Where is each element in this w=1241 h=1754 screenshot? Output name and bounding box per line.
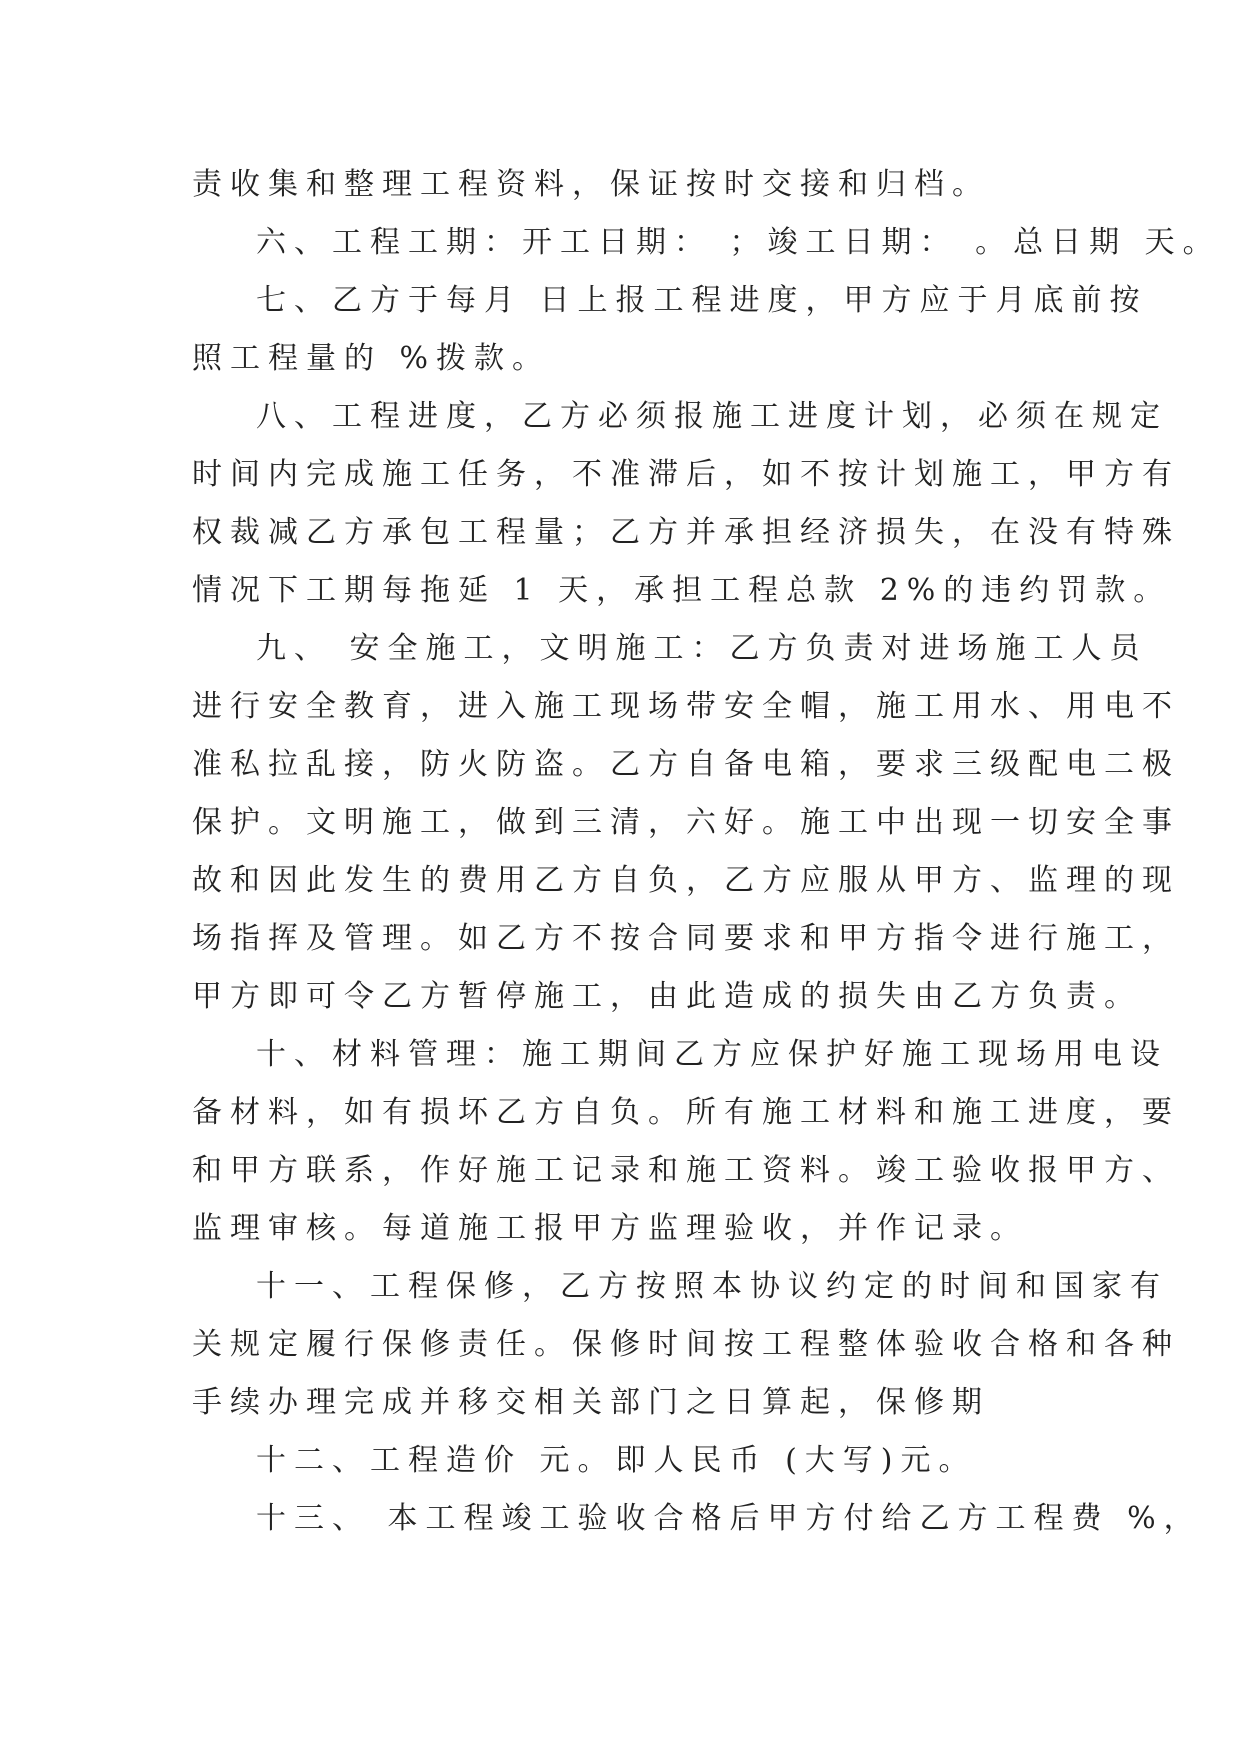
clause-9-line: 九、 安全施工，文明施工：乙方负责对进场施工人员 — [256, 631, 1148, 666]
text-line: 备材料，如有损坏乙方自负。所有施工材料和施工进度，要 — [192, 1095, 1180, 1130]
text-line: 和甲方联系，作好施工记录和施工资料。竣工验收报甲方、 — [192, 1153, 1180, 1188]
text-line: 故和因此发生的费用乙方自负，乙方应服从甲方、监理的现 — [192, 863, 1180, 898]
text-line: 责收集和整理工程资料，保证按时交接和归档。 — [192, 167, 990, 202]
clause-12-line: 十二、工程造价 元。即人民币 (大写)元。 — [256, 1443, 977, 1478]
clause-10-line: 十、材料管理：施工期间乙方应保护好施工现场用电设 — [256, 1037, 1168, 1072]
clause-13-line: 十三、 本工程竣工验收合格后甲方付给乙方工程费 %， — [256, 1501, 1202, 1536]
text-line: 进行安全教育，进入施工现场带安全帽，施工用水、用电不 — [192, 689, 1180, 724]
text-line: 时间内完成施工任务，不准滞后，如不按计划施工，甲方有 — [192, 457, 1180, 492]
text-line: 场指挥及管理。如乙方不按合同要求和甲方指令进行施工， — [192, 921, 1180, 956]
text-line: 保护。文明施工，做到三清，六好。施工中出现一切安全事 — [192, 805, 1180, 840]
text-line: 手续办理完成并移交相关部门之日算起，保修期 — [192, 1385, 990, 1420]
text-line: 情况下工期每拖延 1 天，承担工程总款 2%的违约罚款。 — [192, 573, 1172, 608]
text-line: 权裁减乙方承包工程量；乙方并承担经济损失，在没有特殊 — [192, 515, 1180, 550]
clause-8-line: 八、工程进度，乙方必须报施工进度计划，必须在规定 — [256, 399, 1168, 434]
text-line: 监理审核。每道施工报甲方监理验收，并作记录。 — [192, 1211, 1028, 1246]
clause-7-line: 七、乙方于每月 日上报工程进度，甲方应于月底前按 — [256, 283, 1148, 318]
clause-6-line: 六、工程工期：开工日期： ；竣工日期： 。总日期 天。 — [256, 225, 1221, 260]
text-line: 准私拉乱接，防火防盗。乙方自备电箱，要求三级配电二极 — [192, 747, 1180, 782]
text-line: 照工程量的 %拨款。 — [192, 341, 551, 376]
document-body — [192, 156, 1221, 1548]
text-line: 甲方即可令乙方暂停施工，由此造成的损失由乙方负责。 — [192, 979, 1142, 1014]
clause-11-line: 十一、工程保修，乙方按照本协议约定的时间和国家有 — [256, 1269, 1168, 1304]
text-line: 关规定履行保修责任。保修时间按工程整体验收合格和各种 — [192, 1327, 1180, 1362]
